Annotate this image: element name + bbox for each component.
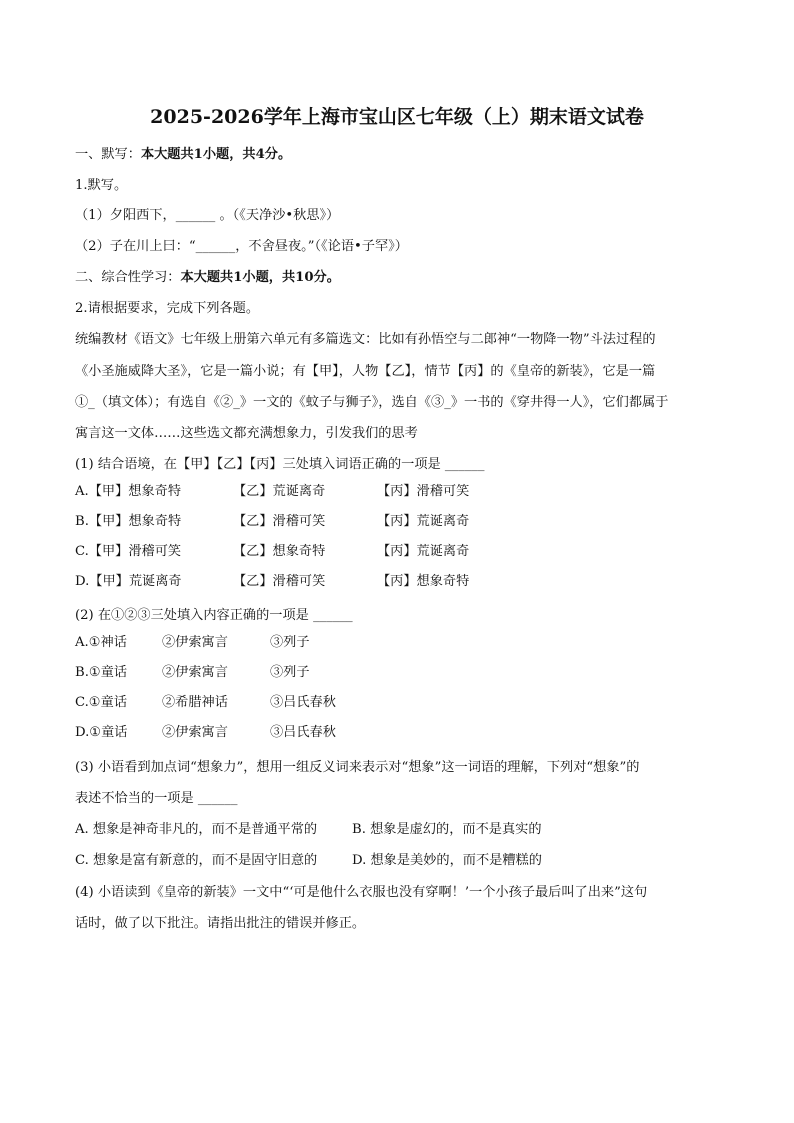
sub1-option-b-yi: 【乙】滑稽可笑 (233, 514, 326, 529)
sub2-option-a-1: A.①神话 (75, 635, 127, 650)
sub4-stem-line-2: 话时，做了以下批注。请指出批注的错误并修正。 (75, 916, 366, 931)
sub3-stem-line-1: (3) 小语看到加点词“想象力”，想用一组反义词来表示对“想象”这一词语的理解，下列对“想象”的 (75, 760, 640, 775)
sub1-option-c-bing: 【丙】荒诞离奇 (377, 544, 470, 559)
sub3-stem-line-2: 表述不恰当的一项是 ______ (75, 791, 238, 806)
section-1-info: 本大题共1小题，共4分。 (140, 147, 292, 162)
sub1-option-a-yi: 【乙】荒诞离奇 (233, 484, 326, 499)
sub1-option-a-jia: A.【甲】想象奇特 (75, 484, 182, 499)
sub2-option-b-1: B.①童话 (75, 665, 128, 680)
sub2-option-c-2: ②希腊神话 (162, 695, 228, 710)
page-title: 2025-2026学年上海市宝山区七年级（上）期末语文试卷 (150, 106, 644, 128)
sub3-option-c: C. 想象是富有新意的，而不是固守旧意的 (75, 853, 318, 868)
sub3-option-a: A. 想象是神奇非凡的，而不是普通平常的 (75, 822, 318, 837)
section-2-info: 本大题共1小题，共10分。 (180, 270, 340, 285)
sub4-stem-line-1: (4) 小语读到《皇帝的新装》一文中“‘可是他什么衣服也没有穿啊！’一个小孩子最后叫了出来”这句 (75, 885, 648, 900)
sub1-stem: (1) 结合语境，在【甲】【乙】【丙】三处填入词语正确的一项是 ______ (75, 457, 485, 472)
sub1-option-c-jia: C.【甲】滑稽可笑 (75, 544, 182, 559)
sub1-option-d-yi: 【乙】滑稽可笑 (233, 574, 326, 589)
sub1-option-a-bing: 【丙】滑稽可笑 (377, 484, 470, 499)
sub2-option-a-2: ②伊索寓言 (162, 635, 228, 650)
sub1-option-b-jia: B.【甲】想象奇特 (75, 514, 182, 529)
sub3-option-d: D. 想象是美妙的，而不是糟糕的 (352, 853, 542, 868)
sub2-option-b-3: ③列子 (270, 665, 310, 680)
sub2-option-d-3: ③吕氏春秋 (270, 725, 336, 740)
passage-line: 统编教材《语文》七年级上册第六单元有多篇选文：比如有孙悟空与二郎神“一物降一物”斗法过程的 (75, 332, 656, 347)
sub1-option-d-bing: 【丙】想象奇特 (377, 574, 470, 589)
sub2-option-a-3: ③列子 (270, 635, 310, 650)
sub2-option-d-1: D.①童话 (75, 725, 128, 740)
passage-line: 《小圣施威降大圣》，它是一篇小说；有【甲】，人物【乙】，情节【丙】的《皇帝的新装》，它是一篇 (75, 364, 656, 379)
sub1-option-d-jia: D.【甲】荒诞离奇 (75, 574, 182, 589)
q1-item-1: （1）夕阳西下，______ 。（《天净沙•秋思》） (75, 208, 340, 223)
q1-stem: 1.默写。 (75, 178, 128, 193)
sub2-option-c-3: ③吕氏春秋 (270, 695, 336, 710)
sub2-option-b-2: ②伊索寓言 (162, 665, 228, 680)
section-2-heading (75, 269, 725, 287)
sub1-option-c-yi: 【乙】想象奇特 (233, 544, 326, 559)
passage-line: 寓言这一文体……这些选文都充满想象力，引发我们的思考 (75, 426, 418, 441)
passage-line: ①_（填文体）；有选自《②_》一文的《蚊子与狮子》，选自《③_》一书的《穿井得一人》，它们都属于 (75, 395, 669, 410)
section-1-heading (75, 146, 725, 164)
q1-item-2: （2）子在川上曰：“______，不舍昼夜。”（《论语•子罕》） (75, 239, 408, 254)
sub2-option-c-1: C.①童话 (75, 695, 128, 710)
q2-stem: 2.请根据要求，完成下列各题。 (75, 301, 260, 316)
sub3-option-b: B. 想象是虚幻的，而不是真实的 (352, 822, 542, 837)
section-2-prefix: 二、综合性学习： (75, 270, 181, 285)
sub2-stem: (2) 在①②③三处填入内容正确的一项是 ______ (75, 608, 353, 623)
sub2-option-d-2: ②伊索寓言 (162, 725, 228, 740)
section-1-prefix: 一、默写： (75, 147, 141, 162)
sub1-option-b-bing: 【丙】荒诞离奇 (377, 514, 470, 529)
